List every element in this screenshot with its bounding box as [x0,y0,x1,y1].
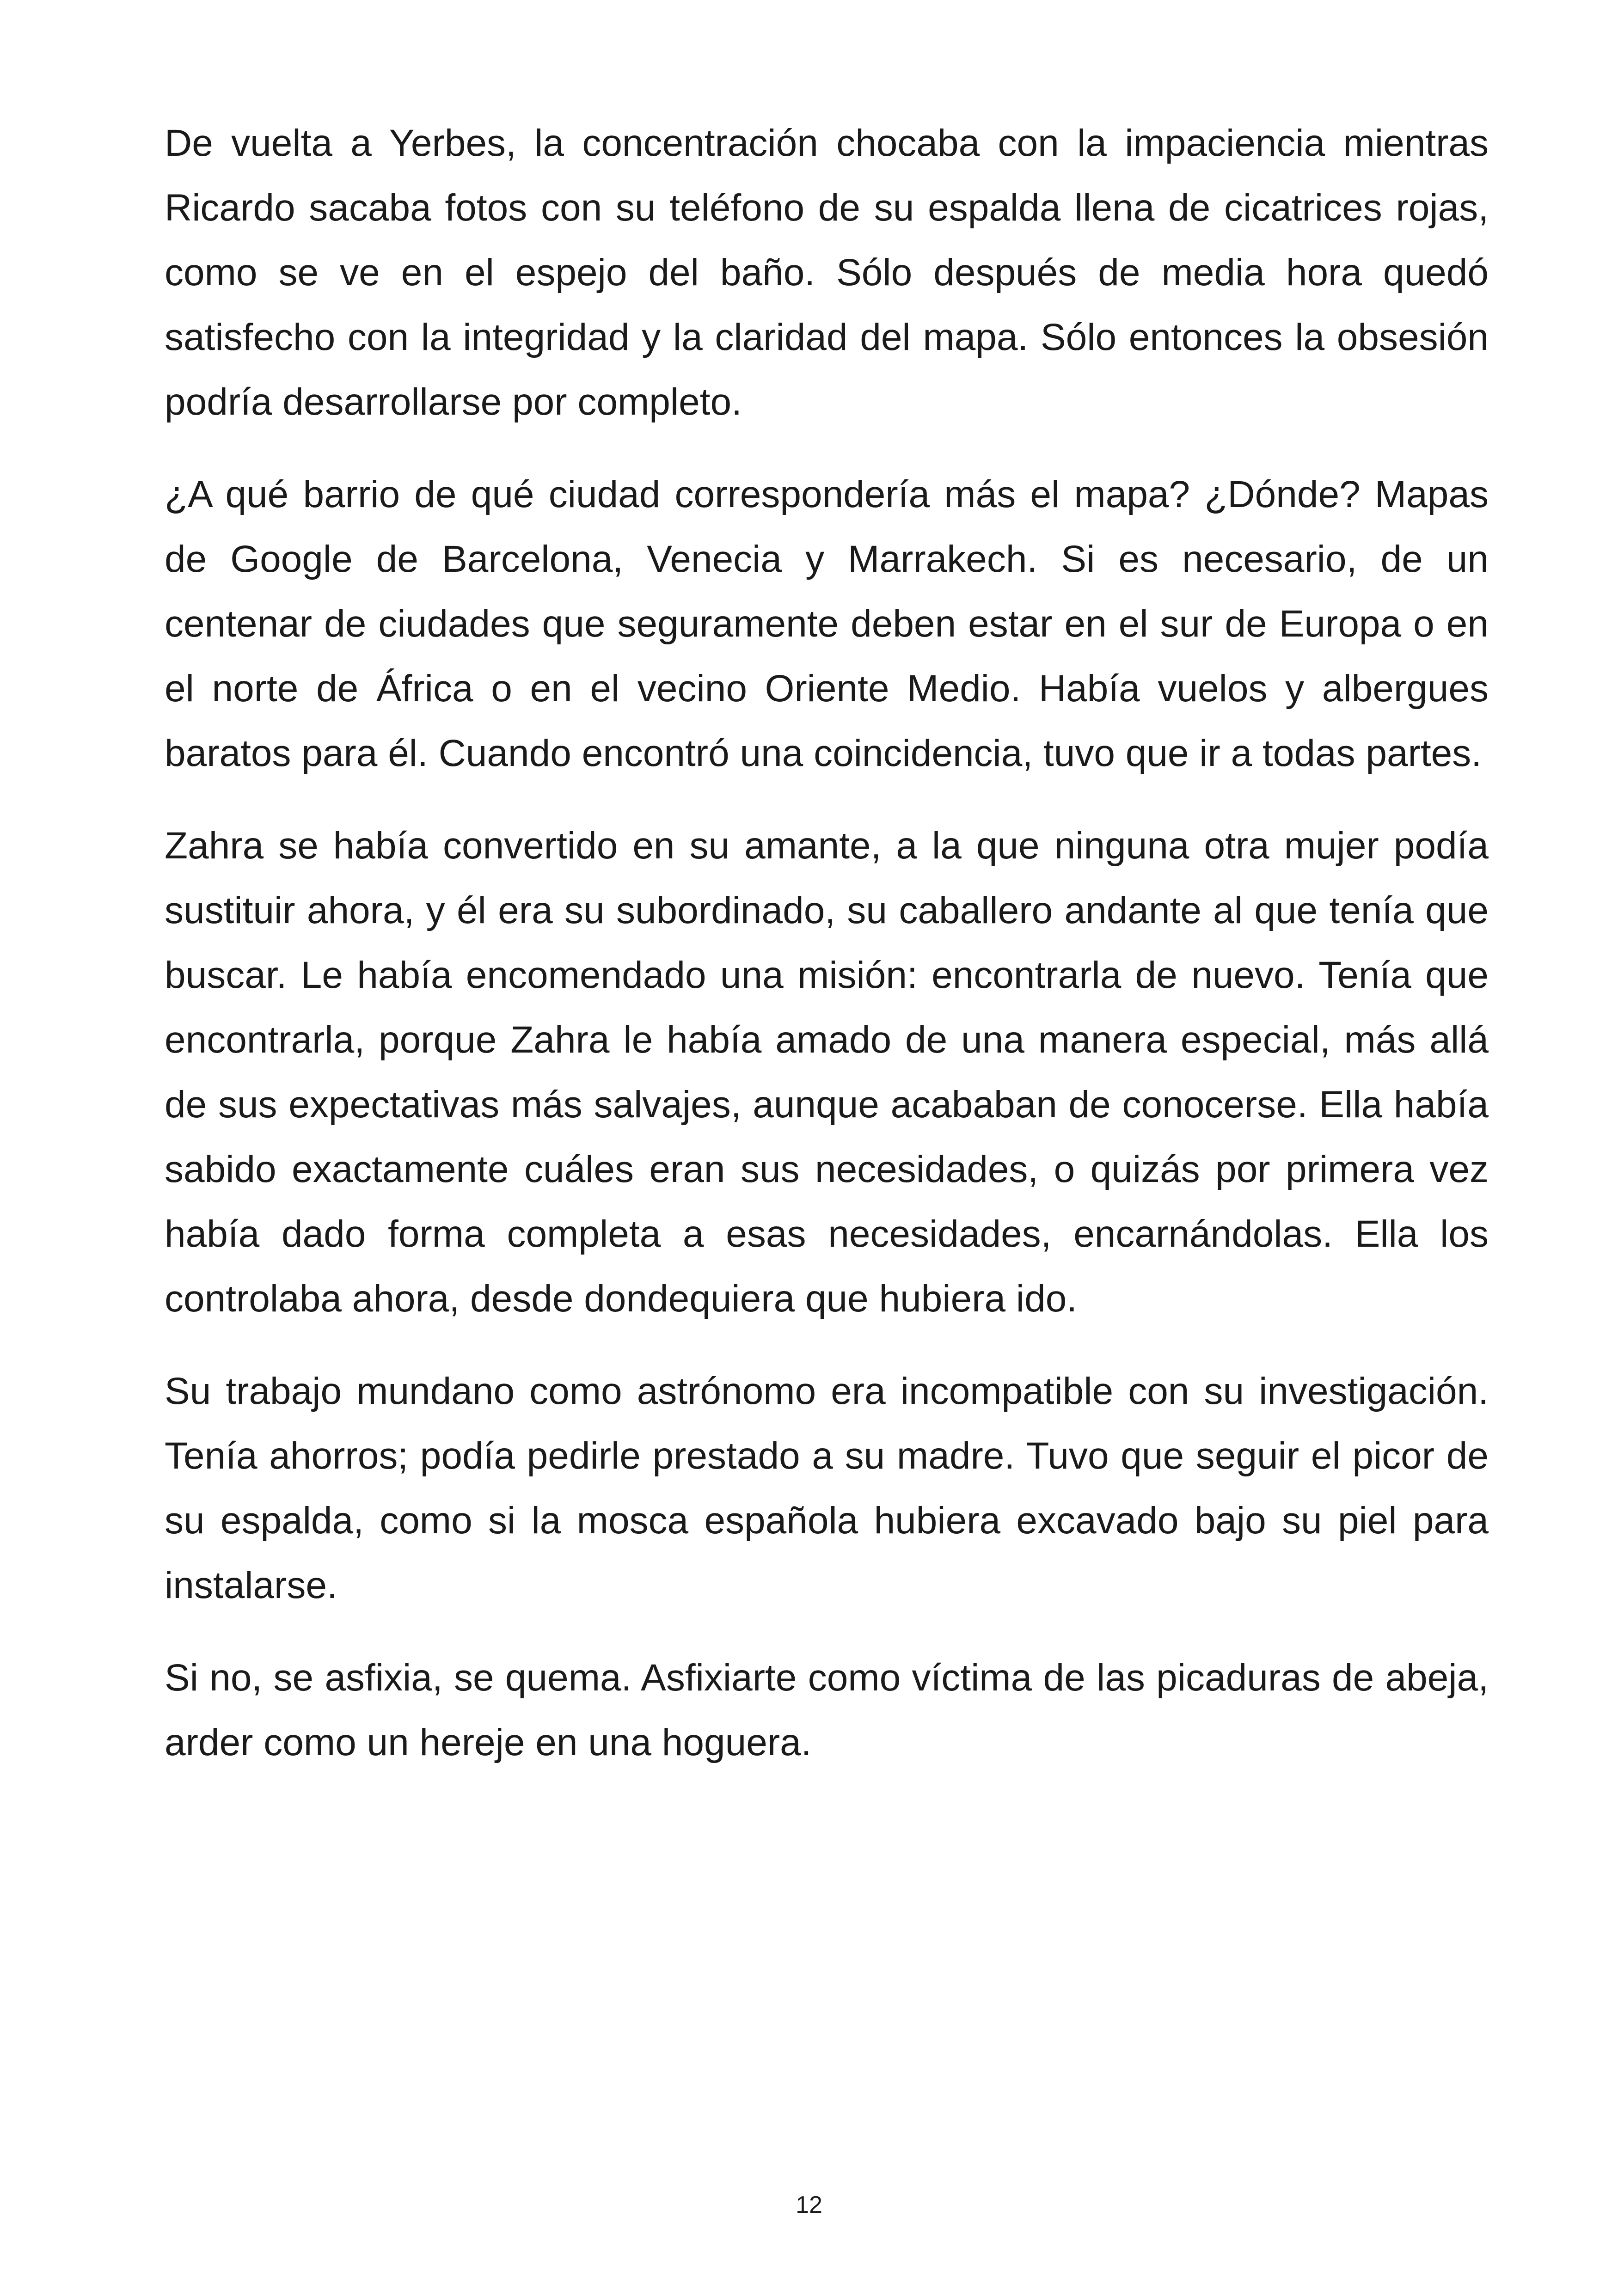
paragraph-3: Zahra se había convertido en su amante, a la que ninguna otra mujer podía sustituir ahora, y él era su subordinado, su caballero andante al que tenía que buscar. Le había encomendado una misión: encontrarla de nuevo. Tenía que encontrarla, porque Zahra le había amado de una manera especial, más allá de sus expectativas más salvajes, aunque acababan de conocerse. Ella había sabido exactamente cuáles eran sus necesidades, o quizás por primera vez había dado forma completa a esas necesidades, encarnándolas. Ella los controlaba ahora, desde dondequiera que hubiera ido. [165,825,1489,1320]
paragraph-2: ¿A qué barrio de qué ciudad correspondería más el mapa? ¿Dónde? Mapas de Google de Barcelona, Venecia y Marrakech. Si es necesario, de un centenar de ciudades que seguramente deben estar en el sur de Europa o en el norte de África o en el vecino Oriente Medio. Había vuelos y albergues baratos para él. Cuando encontró una coincidencia, tuvo que ir a todas partes. [165,473,1489,774]
paragraph-4: Su trabajo mundano como astrónomo era incompatible con su investigación. Tenía ahorros; podía pedirle prestado a su madre. Tuvo que seguir el picor de su espalda, como si la mosca española hubiera excavado bajo su piel para instalarse. [165,1370,1489,1606]
body-text [165,111,1489,1803]
page-number: 12 [796,2192,822,2218]
paragraph-5: Si no, se asfixia, se quema. Asfixiarte como víctima de las picaduras de abeja, arder como un hereje en una hoguera. [165,1657,1489,1763]
paragraph-1: De vuelta a Yerbes, la concentración chocaba con la impaciencia mientras Ricardo sacaba fotos con su teléfono de su espalda llena de cicatrices rojas, como se ve en el espejo del baño. Sólo después de media hora quedó satisfecho con la integridad y la claridad del mapa. Sólo entonces la obsesión podría desarrollarse por completo. [165,122,1489,423]
